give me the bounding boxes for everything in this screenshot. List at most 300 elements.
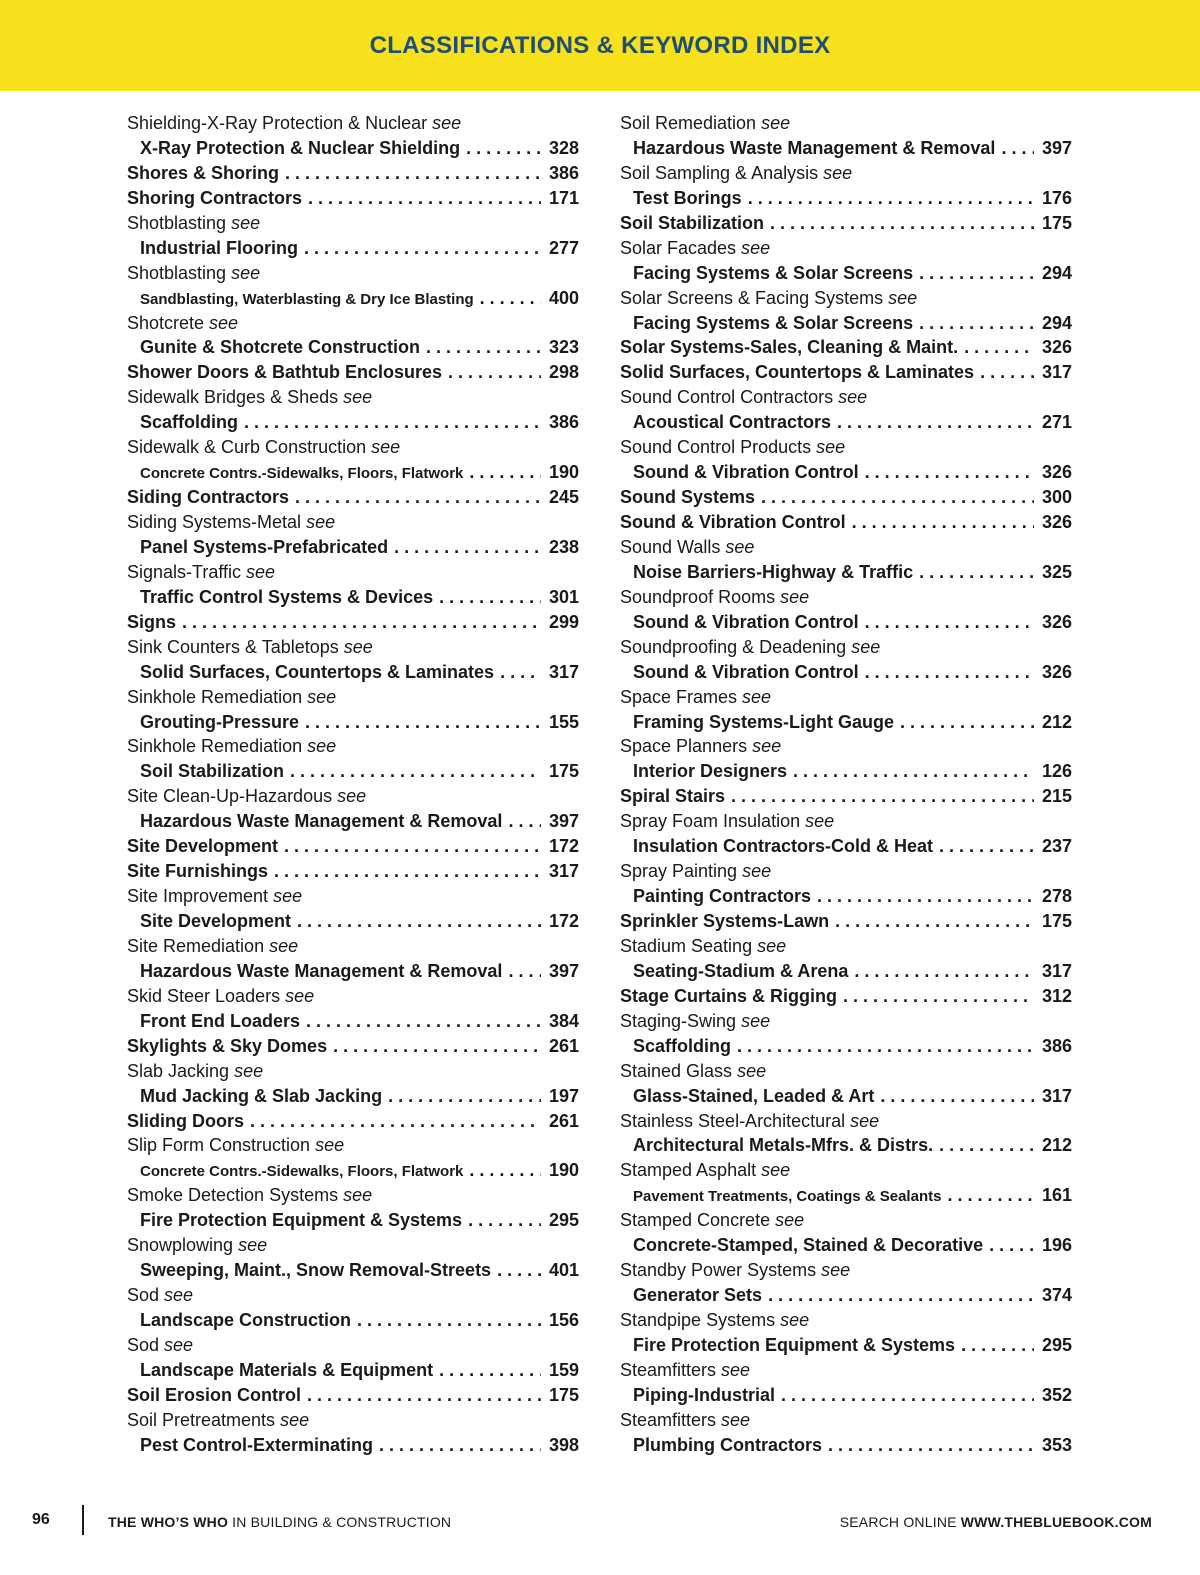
index-cross-reference	[620, 286, 1072, 311]
entry-page-number: 299	[548, 611, 579, 632]
entry-page-number: 215	[1041, 786, 1072, 807]
index-cross-reference	[620, 161, 1072, 186]
index-entry[interactable]	[127, 186, 579, 211]
page-title: CLASSIFICATIONS & KEYWORD INDEX	[369, 31, 831, 59]
see-label: see	[307, 736, 337, 757]
reference-term: Sound Walls	[620, 536, 721, 557]
index-entry[interactable]	[620, 1133, 1072, 1158]
entry-label: Hazardous Waste Management & Removal	[140, 811, 503, 832]
index-entry[interactable]	[620, 834, 1072, 859]
see-label: see	[273, 886, 303, 907]
dot-leader	[462, 1208, 541, 1233]
dot-leader	[775, 1383, 1034, 1408]
entry-label: Sprinkler Systems-Lawn	[620, 911, 830, 931]
index-entry[interactable]	[127, 585, 579, 610]
dot-leader	[955, 1333, 1034, 1358]
entry-page-number: 294	[1041, 312, 1072, 333]
index-cross-reference	[127, 784, 579, 809]
dot-leader	[822, 1433, 1034, 1458]
index-entry[interactable]	[127, 1109, 579, 1134]
entry-page-number: 326	[1041, 337, 1072, 358]
see-label: see	[337, 786, 367, 807]
dot-leader	[433, 585, 541, 610]
index-entry[interactable]	[620, 884, 1072, 909]
entry-page-number: 300	[1041, 487, 1072, 508]
index-entry[interactable]	[127, 1308, 579, 1333]
entry-page-number: 328	[548, 137, 579, 158]
entry-page-number: 212	[1041, 711, 1072, 732]
dot-leader	[837, 984, 1034, 1009]
entry-label: Piping-Industrial	[633, 1384, 775, 1405]
index-entry[interactable]	[127, 1034, 579, 1059]
index-entry[interactable]	[620, 909, 1072, 934]
dot-leader	[913, 261, 1034, 286]
entry-label: Insulation Contractors-Cold & Heat	[633, 836, 934, 857]
entry-label: Landscape Construction	[140, 1310, 352, 1330]
entry-label: Mud Jacking & Slab Jacking	[140, 1085, 383, 1106]
index-cross-reference	[620, 1408, 1072, 1433]
entry-label: Seating-Stadium & Arena	[633, 960, 849, 981]
see-label: see	[306, 512, 336, 532]
entry-label: Generator Sets	[633, 1285, 763, 1306]
index-cross-reference	[127, 1333, 579, 1358]
index-entry[interactable]	[127, 660, 579, 685]
dot-leader	[300, 1009, 541, 1034]
index-entry[interactable]	[127, 859, 579, 884]
dot-leader	[494, 660, 541, 685]
dot-leader	[382, 1084, 541, 1109]
page-header	[0, 0, 1200, 91]
entry-page-number: 298	[548, 362, 579, 383]
entry-page-number: 155	[548, 711, 579, 732]
entry-label: Front End Loaders	[140, 1010, 301, 1031]
index-entry[interactable]	[620, 485, 1072, 510]
reference-term: Sound Control Products	[620, 437, 812, 458]
entry-page-number: 196	[1041, 1235, 1072, 1256]
dot-leader	[958, 335, 1034, 360]
index-entry[interactable]	[620, 335, 1072, 360]
see-label: see	[775, 1210, 805, 1231]
index-entry[interactable]	[620, 360, 1072, 385]
entry-label: Soil Stabilization	[140, 761, 285, 782]
index-cross-reference	[127, 1233, 579, 1258]
reference-term: Sinkhole Remediation	[127, 736, 303, 757]
see-label: see	[742, 861, 772, 882]
see-label: see	[280, 1409, 310, 1430]
entry-label: Hazardous Waste Management & Removal	[633, 137, 996, 158]
dot-leader	[474, 286, 541, 311]
entry-page-number: 400	[548, 287, 579, 308]
index-entry[interactable]	[620, 211, 1072, 236]
index-entry[interactable]	[620, 311, 1072, 336]
index-entry[interactable]	[127, 834, 579, 859]
reference-term: Standpipe Systems	[620, 1310, 776, 1330]
see-label: see	[761, 113, 791, 133]
dot-leader	[279, 161, 541, 186]
reference-term: Stamped Concrete	[620, 1210, 771, 1231]
index-column-right	[620, 111, 1072, 1458]
entry-label: Sound & Vibration Control	[633, 611, 859, 632]
see-label: see	[234, 1060, 264, 1081]
dot-leader	[787, 759, 1034, 784]
entry-label: Sound & Vibration Control	[633, 661, 859, 682]
entry-page-number: 294	[1041, 262, 1072, 283]
entry-label: Stage Curtains & Rigging	[620, 985, 838, 1006]
see-label: see	[757, 935, 787, 956]
entry-page-number: 190	[548, 1160, 579, 1181]
reference-term: Sidewalk Bridges & Sheds	[127, 387, 339, 408]
reference-term: Soil Sampling & Analysis	[620, 162, 819, 183]
see-label: see	[343, 1185, 373, 1206]
entry-page-number: 271	[1041, 412, 1072, 433]
index-cross-reference	[620, 934, 1072, 959]
dot-leader	[742, 186, 1034, 211]
index-entry[interactable]	[620, 1283, 1072, 1308]
dot-leader	[502, 809, 541, 834]
dot-leader	[974, 360, 1034, 385]
entry-label: Soil Erosion Control	[127, 1384, 301, 1405]
entry-page-number: 278	[1041, 886, 1072, 907]
see-label: see	[238, 1235, 268, 1256]
index-entry[interactable]	[127, 136, 579, 161]
index-entry[interactable]	[620, 1433, 1072, 1458]
index-entry[interactable]	[127, 1208, 579, 1233]
index-cross-reference	[127, 884, 579, 909]
entry-label: Pavement Treatments, Coatings & Sealants	[633, 1188, 942, 1206]
entry-label: Site Development	[127, 836, 279, 857]
website-link[interactable]: WWW.THEBLUEBOOK.COM	[960, 1514, 1152, 1530]
see-label: see	[761, 1160, 791, 1181]
entry-page-number: 397	[1041, 137, 1072, 158]
index-entry[interactable]	[127, 236, 579, 261]
dot-leader	[764, 211, 1034, 236]
entry-label: Shoring Contractors	[127, 187, 303, 208]
index-cross-reference	[620, 1158, 1072, 1183]
entry-label: Pest Control-Exterminating	[140, 1434, 374, 1455]
dot-leader	[289, 485, 541, 510]
entry-label: Scaffolding	[140, 412, 238, 433]
see-label: see	[209, 312, 239, 333]
see-label: see	[838, 387, 868, 408]
see-label: see	[343, 387, 373, 408]
entry-label: Acoustical Contractors	[633, 412, 832, 433]
index-entry[interactable]	[620, 560, 1072, 585]
index-cross-reference	[127, 734, 579, 759]
entry-label: Sound & Vibration Control	[633, 462, 859, 483]
search-online	[840, 1514, 1152, 1530]
index-entry[interactable]	[620, 410, 1072, 435]
reference-term: Sinkhole Remediation	[127, 686, 303, 707]
entry-page-number: 326	[1041, 512, 1072, 532]
entry-label: Facing Systems & Solar Screens	[633, 262, 914, 283]
index-cross-reference	[620, 1009, 1072, 1034]
entry-page-number: 326	[1041, 611, 1072, 632]
reference-term: Staging-Swing	[620, 1010, 737, 1031]
entry-page-number: 277	[548, 237, 579, 258]
footer-divider	[82, 1505, 84, 1535]
see-label: see	[851, 636, 881, 657]
dot-leader	[933, 1133, 1034, 1158]
index-entry[interactable]	[620, 1183, 1072, 1208]
index-entry[interactable]	[620, 1233, 1072, 1258]
entry-page-number: 237	[1041, 836, 1072, 857]
index-entry[interactable]	[127, 161, 579, 186]
index-entry[interactable]	[127, 460, 579, 485]
index-cross-reference	[127, 1133, 579, 1158]
dot-leader	[433, 1358, 541, 1383]
index-cross-reference	[127, 261, 579, 286]
dot-leader	[463, 460, 541, 485]
entry-label: Glass-Stained, Leaded & Art	[633, 1085, 875, 1106]
page-footer	[0, 1505, 1200, 1539]
entry-label: Interior Designers	[633, 761, 788, 782]
index-cross-reference	[127, 111, 579, 136]
index-entry[interactable]	[127, 610, 579, 635]
see-label: see	[231, 262, 261, 283]
index-entry[interactable]	[620, 510, 1072, 535]
page-number: 96	[32, 1511, 50, 1528]
search-label: SEARCH ONLINE	[839, 1514, 957, 1530]
reference-term: Shotblasting	[127, 212, 227, 233]
entry-label: Signs	[127, 611, 177, 632]
index-cross-reference	[127, 1059, 579, 1084]
index-cross-reference	[127, 385, 579, 410]
entry-page-number: 312	[1041, 985, 1072, 1006]
index-cross-reference	[620, 635, 1072, 660]
entry-page-number: 245	[548, 487, 579, 508]
index-entry[interactable]	[620, 984, 1072, 1009]
dot-leader	[983, 1233, 1034, 1258]
reference-term: Site Improvement	[127, 886, 269, 907]
index-entry[interactable]	[620, 1383, 1072, 1408]
see-label: see	[164, 1285, 194, 1306]
see-label: see	[821, 1260, 851, 1281]
entry-page-number: 161	[1041, 1185, 1072, 1206]
index-entry[interactable]	[620, 460, 1072, 485]
entry-label: Architectural Metals-Mfrs. & Distrs.	[633, 1135, 934, 1156]
entry-label: Noise Barriers-Highway & Traffic	[633, 561, 914, 582]
index-entry[interactable]	[127, 1358, 579, 1383]
dot-leader	[299, 710, 541, 735]
entry-page-number: 386	[548, 162, 579, 183]
reference-term: Soundproofing & Deadening	[620, 636, 847, 657]
index-cross-reference	[127, 934, 579, 959]
reference-term: Site Clean-Up-Hazardous	[127, 786, 333, 807]
index-entry[interactable]	[620, 136, 1072, 161]
dot-leader	[846, 510, 1034, 535]
entry-label: Sandblasting, Waterblasting & Dry Ice Blasting	[140, 290, 474, 308]
index-cross-reference	[127, 211, 579, 236]
index-cross-reference	[127, 984, 579, 1009]
entry-page-number: 261	[548, 1110, 579, 1131]
entry-label: X-Ray Protection & Nuclear Shielding	[140, 137, 461, 158]
entry-page-number: 212	[1041, 1135, 1072, 1156]
index-entry[interactable]	[620, 261, 1072, 286]
index-cross-reference	[127, 510, 579, 535]
entry-label: Spiral Stairs	[620, 786, 726, 807]
entry-page-number: 397	[548, 811, 579, 832]
index-entry[interactable]	[127, 1383, 579, 1408]
entry-label: Sweeping, Maint., Snow Removal-Streets	[140, 1260, 492, 1281]
entry-label: Solid Surfaces, Countertops & Laminates	[620, 362, 975, 383]
entry-label: Skylights & Sky Domes	[127, 1035, 328, 1056]
entry-page-number: 295	[1041, 1334, 1072, 1355]
index-cross-reference	[620, 734, 1072, 759]
entry-page-number: 317	[1041, 1085, 1072, 1106]
index-entry[interactable]	[127, 909, 579, 934]
entry-page-number: 352	[1041, 1384, 1072, 1405]
index-entry[interactable]	[127, 485, 579, 510]
index-entry[interactable]	[620, 710, 1072, 735]
index-entry[interactable]	[620, 959, 1072, 984]
index-entry[interactable]	[620, 1084, 1072, 1109]
entry-page-number: 172	[548, 911, 579, 931]
reference-term: Slip Form Construction	[127, 1135, 311, 1156]
reference-term: Soil Remediation	[620, 113, 757, 133]
entry-label: Concrete Contrs.-Sidewalks, Floors, Flatwork	[140, 1163, 464, 1181]
index-entry[interactable]	[127, 535, 579, 560]
dot-leader	[894, 710, 1034, 735]
entry-page-number: 317	[548, 861, 579, 882]
entry-page-number: 261	[548, 1035, 579, 1056]
index-entry[interactable]	[620, 759, 1072, 784]
dot-leader	[829, 909, 1034, 934]
entry-label: Sliding Doors	[127, 1110, 244, 1131]
see-label: see	[721, 1409, 751, 1430]
see-label: see	[888, 287, 918, 308]
reference-term: Sink Counters & Tabletops	[127, 636, 339, 657]
see-label: see	[315, 1135, 345, 1156]
index-entry[interactable]	[620, 186, 1072, 211]
index-entry[interactable]	[127, 410, 579, 435]
index-entry[interactable]	[620, 610, 1072, 635]
entry-page-number: 159	[548, 1359, 579, 1380]
see-label: see	[725, 536, 755, 557]
index-entry[interactable]	[127, 1433, 579, 1458]
entry-label: Traffic Control Systems & Devices	[140, 586, 434, 607]
index-cross-reference	[127, 435, 579, 460]
entry-label: Fire Protection Equipment & Systems	[140, 1210, 463, 1231]
entry-page-number: 326	[1041, 462, 1072, 483]
index-entry[interactable]	[127, 809, 579, 834]
entry-label: Gunite & Shotcrete Construction	[140, 337, 421, 358]
index-entry[interactable]	[127, 286, 579, 311]
dot-leader	[278, 834, 541, 859]
dot-leader	[302, 186, 541, 211]
reference-term: Spray Foam Insulation	[620, 811, 801, 832]
dot-leader	[244, 1109, 541, 1134]
index-entry[interactable]	[620, 660, 1072, 685]
reference-term: Shotcrete	[127, 312, 205, 333]
see-label: see	[246, 561, 276, 582]
dot-leader	[874, 1084, 1034, 1109]
dot-leader	[463, 1158, 541, 1183]
index-entry[interactable]	[127, 1158, 579, 1183]
entry-label: Facing Systems & Solar Screens	[633, 312, 914, 333]
index-cross-reference	[620, 859, 1072, 884]
entry-page-number: 326	[1041, 661, 1072, 682]
index-entry[interactable]	[127, 1009, 579, 1034]
dot-leader	[859, 660, 1034, 685]
index-entry[interactable]	[127, 959, 579, 984]
index-cross-reference	[620, 1208, 1072, 1233]
dot-leader	[284, 759, 541, 784]
entry-label: Sound & Vibration Control	[620, 512, 846, 532]
see-label: see	[752, 736, 782, 757]
entry-page-number: 175	[1041, 911, 1072, 931]
index-entry[interactable]	[127, 335, 579, 360]
index-cross-reference	[620, 1258, 1072, 1283]
see-label: see	[741, 237, 771, 258]
entry-label: Framing Systems-Light Gauge	[633, 711, 895, 732]
see-label: see	[371, 437, 401, 458]
entry-label: Fire Protection Equipment & Systems	[633, 1334, 956, 1355]
dot-leader	[731, 1034, 1034, 1059]
index-entry[interactable]	[127, 1258, 579, 1283]
reference-term: Solar Screens & Facing Systems	[620, 287, 884, 308]
entry-page-number: 353	[1041, 1434, 1072, 1455]
entry-page-number: 317	[1041, 960, 1072, 981]
reference-term: Sod	[127, 1285, 160, 1306]
dot-leader	[491, 1258, 541, 1283]
reference-term: Smoke Detection Systems	[127, 1185, 339, 1206]
entry-label: Plumbing Contractors	[633, 1434, 823, 1455]
index-cross-reference	[127, 635, 579, 660]
reference-term: Steamfitters	[620, 1359, 717, 1380]
dot-leader	[373, 1433, 541, 1458]
see-label: see	[269, 935, 299, 956]
see-label: see	[805, 811, 835, 832]
entry-page-number: 175	[548, 761, 579, 782]
entry-label: Siding Contractors	[127, 487, 290, 508]
see-label: see	[343, 636, 373, 657]
see-label: see	[780, 1310, 810, 1330]
index-entry[interactable]	[620, 1034, 1072, 1059]
index-cross-reference	[127, 311, 579, 336]
reference-term: Signals-Traffic	[127, 561, 242, 582]
index-cross-reference	[620, 535, 1072, 560]
see-label: see	[823, 162, 853, 183]
index-entry[interactable]	[620, 1333, 1072, 1358]
entry-page-number: 374	[1041, 1285, 1072, 1306]
reference-term: Snowplowing	[127, 1235, 234, 1256]
reference-term: Stadium Seating	[620, 935, 753, 956]
entry-page-number: 317	[1041, 362, 1072, 383]
entry-page-number: 301	[548, 586, 579, 607]
dot-leader	[442, 360, 541, 385]
index-entry[interactable]	[127, 710, 579, 735]
see-label: see	[816, 437, 846, 458]
entry-page-number: 325	[1041, 561, 1072, 582]
reference-term: Siding Systems-Metal	[127, 512, 302, 532]
dot-leader	[913, 560, 1034, 585]
dot-leader	[725, 784, 1034, 809]
entry-label: Shower Doors & Bathtub Enclosures	[127, 362, 443, 383]
entry-page-number: 401	[548, 1260, 579, 1281]
index-entry[interactable]	[620, 784, 1072, 809]
publication-name-rest: IN BUILDING & CONSTRUCTION	[232, 1514, 452, 1530]
index-entry[interactable]	[127, 1084, 579, 1109]
dot-leader	[995, 136, 1034, 161]
index-entry[interactable]	[127, 759, 579, 784]
entry-page-number: 384	[548, 1010, 579, 1031]
entry-label: Painting Contractors	[633, 886, 812, 907]
see-label: see	[285, 985, 315, 1006]
index-entry[interactable]	[127, 360, 579, 385]
dot-leader	[298, 236, 541, 261]
reference-term: Stained Glass	[620, 1060, 733, 1081]
entry-page-number: 323	[548, 337, 579, 358]
